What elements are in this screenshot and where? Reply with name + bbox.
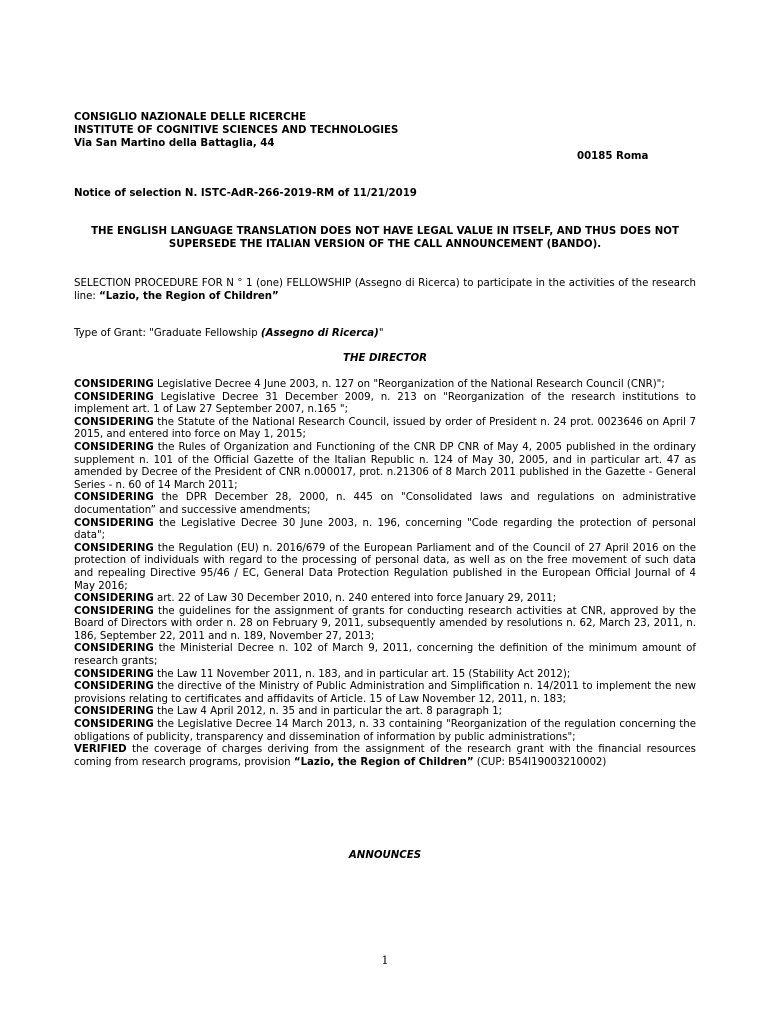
considering-paragraph — [74, 392, 696, 417]
provision-name: “Lazio, the Region of Children” — [293, 756, 474, 768]
considering-text: art. 22 of Law 30 December 2010, n. 240 entered into force January 29, 2011; — [153, 593, 557, 605]
institute-name: INSTITUTE OF COGNITIVE SCIENCES AND TECHNOLOGIES — [74, 124, 399, 136]
considering-paragraph — [74, 719, 696, 744]
translation-disclaimer: THE ENGLISH LANGUAGE TRANSLATION DOES NOT HAVE LEGAL VALUE IN ITSELF, AND THUS DOES NOT SUPERSEDE THE ITALIAN VERSION OF THE CALL ANNOUNCEMENT (BANDO). — [91, 226, 679, 250]
considering-text: the directive of the Ministry of Public Administration and Simplification n. 14/2011 to implement the new provisions relating to certificates and affidavits of Article. 15 of Law November 12, 2011, n. 183; — [74, 681, 696, 705]
considering-text: the Ministerial Decree n. 102 of March 9, 2011, concerning the definition of the minimum amount of research grants; — [74, 643, 696, 668]
considering-paragraph — [74, 543, 696, 593]
considering-text: the Legislative Decree 30 June 2003, n. 196, concerning "Code regarding the protection of personal data"; — [74, 517, 696, 542]
cup-code: (CUP: B54I19003210002) — [473, 756, 607, 768]
considering-paragraph — [74, 518, 696, 543]
considering-text: the DPR December 28, 2000, n. 445 on "Consolidated laws and regulations on administrative documentation” and successive amendments; — [74, 492, 696, 516]
institution-header — [74, 112, 674, 150]
considering-paragraph — [74, 379, 696, 392]
considering-keyword: CONSIDERING — [74, 517, 154, 529]
considerings-list — [74, 379, 696, 769]
considering-paragraph — [74, 681, 696, 706]
institute-address: Via San Martino della Battaglia, 44 — [74, 137, 275, 149]
selection-text: SELECTION PROCEDURE FOR N ° 1 (one) FELLOWSHIP (Assegno di Ricerca) to participate in the activities of the research line: — [74, 278, 696, 302]
considering-text: Legislative Decree 31 December 2009, n. 213 on "Reorganization of the research institutions to implement art. 1 of Law 27 September 2007, n.165 "; — [74, 391, 696, 416]
page-number: 1 — [381, 954, 389, 967]
director-heading: THE DIRECTOR — [343, 353, 427, 364]
considering-keyword: CONSIDERING — [74, 492, 154, 504]
considering-text: the coverage of charges deriving from the assignment of the research grant with the financial resources coming from research programs, provision — [74, 744, 696, 768]
selection-procedure — [74, 277, 696, 303]
grant-type — [74, 328, 384, 339]
considering-paragraph — [74, 492, 696, 517]
research-line-name: “Lazio, the Region of Children” — [99, 291, 279, 302]
considering-paragraph — [74, 417, 696, 442]
considering-keyword: CONSIDERING — [74, 542, 154, 554]
considering-text: the Law 11 November 2011, n. 183, and in particular art. 15 (Stability Act 2012); — [153, 668, 571, 680]
considering-text: the guidelines for the assignment of grants for conducting research activities at CNR, approved by the Board of Directors with order n. 28 on February 9, 2011, subsequently amended by resolutions n. 62, March 23, 2011, n. 186, September 22, 2011 and n. 189, November 27, 2013; — [74, 605, 696, 642]
considering-keyword: CONSIDERING — [74, 643, 154, 655]
considering-paragraph — [74, 606, 696, 644]
considering-paragraph — [74, 593, 696, 606]
grant-suffix: " — [378, 328, 384, 339]
considering-keyword: VERIFIED — [74, 744, 127, 756]
postal-city: 00185 Roma — [577, 151, 649, 162]
considering-keyword: CONSIDERING — [74, 706, 154, 718]
considering-keyword: CONSIDERING — [74, 605, 154, 617]
considering-keyword: CONSIDERING — [74, 681, 154, 693]
considering-text: the Regulation (EU) n. 2016/679 of the European Parliament and of the Council of 27 April 2016 on the protection of individuals with regard to the processing of personal data, as well as on the free movement of such data and repealing Directive 95/46 / EC, General Data Protection Regulation published in the European Official Journal of 4 May 2016; — [74, 542, 696, 592]
considering-text: Legislative Decree 4 June 2003, n. 127 on "Reorganization of the National Research Council (CNR)"; — [153, 379, 665, 390]
considering-keyword: CONSIDERING — [74, 379, 154, 390]
considering-text: the Statute of the National Research Council, issued by order of President n. 24 prot. 0023646 on April 7 2015, and entered into force on May 1, 2015; — [74, 416, 696, 441]
considering-text: the Legislative Decree 14 March 2013, n. 33 containing "Reorganization of the regulation concerning the obligations of publicity, transparency and dissemination of information by public administrations"; — [74, 719, 696, 743]
grant-prefix: Type of Grant: "Graduate Fellowship — [74, 328, 261, 339]
considering-text: the Law 4 April 2012, n. 35 and in particular the art. 8 paragraph 1; — [153, 706, 503, 718]
considering-keyword: CONSIDERING — [74, 441, 154, 453]
considering-keyword: CONSIDERING — [74, 416, 154, 428]
considering-paragraph — [74, 669, 696, 682]
considering-paragraph — [74, 744, 696, 769]
considering-keyword: CONSIDERING — [74, 668, 154, 680]
considering-keyword: CONSIDERING — [74, 719, 154, 731]
considering-keyword: CONSIDERING — [74, 391, 154, 403]
notice-title: Notice of selection N. ISTC-AdR-266-2019-RM of 11/21/2019 — [74, 188, 417, 199]
considering-paragraph — [74, 643, 696, 668]
announces-heading: ANNOUNCES — [348, 850, 422, 861]
considering-paragraph — [74, 442, 696, 492]
council-name: CONSIGLIO NAZIONALE DELLE RICERCHE — [74, 112, 307, 123]
considering-paragraph — [74, 706, 696, 719]
considering-text: the Rules of Organization and Functioning of the CNR DP CNR of May 4, 2005 published in the ordinary supplement n. 101 of the Official Gazette of the Italian Republic n. 124 of May 30, 2005, and in particular art. 47 as amended by Decree of the President of CNR n.000017, prot. n.21306 of 8 March 2011 published in the Gazette - General Series - n. 60 of 14 March 2011; — [74, 441, 696, 491]
grant-italic: (Assegno di Ricerca) — [260, 328, 379, 339]
considering-keyword: CONSIDERING — [74, 593, 154, 605]
